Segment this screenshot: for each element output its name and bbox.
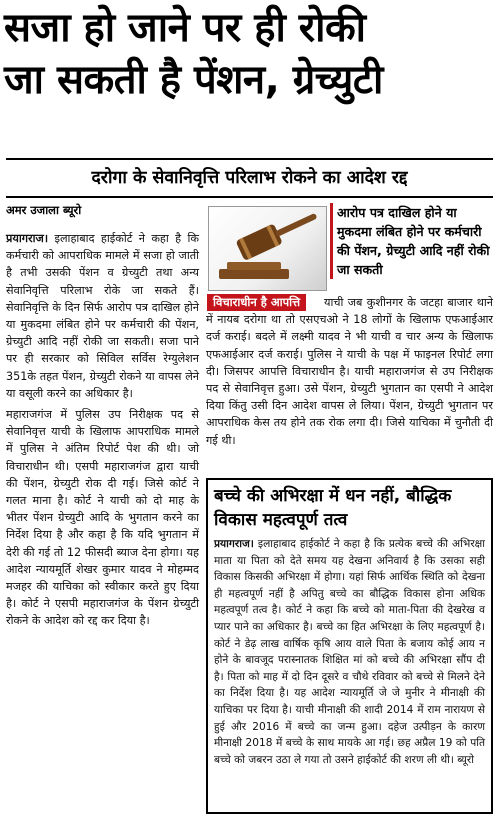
right-column — [206, 294, 493, 453]
paragraph: याची जब कुशीनगर के जटहा बाजार थाने में नायब दरोगा था तो एसएचओ ने 18 लोगों के खिलाफ एफआईआर दर्ज कराई। बदले में लक्ष्मी यादव ने भी याची व चार अन्य के खिलाफ एफआईआर दर्ज कराई। पुलिस ने याची के पक्ष में फाइनल रिपोर्ट लगा दी। जिसपर आपत्ति विचाराधीन है। याची महाराजगंज से उप निरीक्षक पद से सेवानिवृत्त हुआ। उसे पेंशन, ग्रेच्युटी भुगतान का एसपी ने आदेश दिया किंतु उसी दिन आदेश वापस ले लिया। पेंशन, ग्रेच्युटी भुगतान पर आपराधिक केस तय होने तक रोक लगा दी। जिसे याचिका में चुनौती दी गई थी। — [206, 296, 493, 447]
sidebar-story-title: बच्चे की अभिरक्षा में धन नहीं, बौद्धिक विकास महत्वपूर्ण तत्व — [214, 486, 452, 530]
divider — [6, 158, 493, 160]
divider — [6, 196, 493, 198]
paragraph: महाराजगंज में पुलिस उप निरीक्षक पद से सेवानिवृत्त याची के खिलाफ आपराधिक मामले में पुलिस ने अंतिम रिपोर्ट पेश की थी। जो विचाराधीन थी। एसपी महाराजगंज द्वारा याची की पेंशन, ग्रेच्युटी रोक दी गई। जिसे कोर्ट ने गलत माना है। कोर्ट ने याची को दो माह के भीतर पेंशन ग्रेच्युटी आदि के भुगतान करने का निर्देश दिया है और कहा है कि यदि भुगतान में देरी की गई तो 12 फीसदी ब्याज देना होगा। यह आदेश न्यायमूर्ति शेखर कुमार यादव ने मोहम्मद मजहर की याचिका को स्वीकार करते हुए दिया है। कोर्ट ने एसपी महाराजगंज के पेंशन ग्रेच्युटी रोकने के आदेश को रद्द कर दिया है। — [6, 408, 199, 628]
pull-quote: आरोप पत्र दाखिल होने या मुकदमा लंबित होने पर कर्मचारी की पेंशन, ग्रेच्युटी आदि नहीं रोकी जा सकती — [330, 203, 493, 279]
gavel-image — [208, 206, 327, 291]
paragraph-text: इलाहाबाद हाईकोर्ट ने कहा है कि कर्मचारी को आपराधिक मामले में सजा हो जाती है तभी उसकी पेंशन व ग्रेच्युटी तथा अन्य सेवानिवृत्ति परिलाभ रोके जा सकते हैं। सेवानिवृत्ति के दिन सिर्फ आरोप पत्र दाखिल होने या मुकदमा लंबित होने पर कर्मचारी की पेंशन, ग्रेच्युटी आदि नहीं रोकी जा सकती। सजा पाने पर ही सरकार को सिविल सर्विस रेग्युलेशन 351के तहत पेंशन, ग्रेच्युटी रोकने या वापस लेने या वसूली करने का अधिकार है। — [6, 232, 199, 400]
headline-line-1: सजा हो जाने पर ही रोकी — [4, 5, 366, 51]
sidebar-story-body — [214, 536, 485, 768]
section-tag: विचाराधीन है आपत्ति — [207, 294, 306, 311]
dateline: प्रयागराज। — [214, 538, 254, 550]
left-column — [6, 230, 199, 634]
byline: अमर उजाला ब्यूरो — [6, 203, 82, 217]
dateline: प्रयागराज। — [6, 232, 49, 245]
subheadline: दरोगा के सेवानिवृत्ति परिलाभ रोकने का आदेश रद्द — [91, 168, 408, 188]
paragraph-text: इलाहाबाद हाईकोर्ट ने कहा है कि प्रत्येक बच्चे की अभिरक्षा माता या पिता को देते समय यह देखना अनिवार्य है कि उसका सही विकास किसकी अभिरक्षा में होगा। यहां सिर्फ आर्थिक स्थिति को देखना ही महत्वपूर्ण नहीं है अपितु बच्चे का बौद्धिक विकास होना अधिक महत्वपूर्ण तत्व है। कोर्ट ने कहा कि बच्चे को माता-पिता की देखरेख व प्यार पाने का अधिकार है। बच्चे का हित अभिरक्षा के लिए महत्वपूर्ण है। कोर्ट ने डेढ़ लाख वार्षिक कृषि आय वाले पिता के बजाय कोई आय न होने के बावजूद परास्नातक शिक्षित मां को बच्चे की अभिरक्षा सौंप दी है। पिता को माह में दो दिन दूसरे व चौथे रविवार को बच्चे से मिलने देने का निर्देश दिया है। यह आदेश न्यायमूर्ति जे जे मुनीर ने मीनाक्षी की याचिका पर दिया है। याची मीनाक्षी की शादी 2014 में राम नारायण से हुई और 2016 में बच्चे का जन्म हुआ। दहेज उत्पीड़न के कारण मीनाक्षी 2018 में बच्चे के साथ मायके आ गई। छह अप्रैल 19 को पति बच्चे को जबरन उठा ले गया तो उसने हाईकोर्ट की शरण ली थी। ब्यूरो — [214, 538, 485, 766]
sidebar-story — [206, 478, 493, 814]
paragraph — [6, 230, 199, 402]
headline-line-2: जा सकती है पेंशन, ग्रेच्युटी — [4, 57, 383, 103]
headline — [4, 2, 495, 106]
